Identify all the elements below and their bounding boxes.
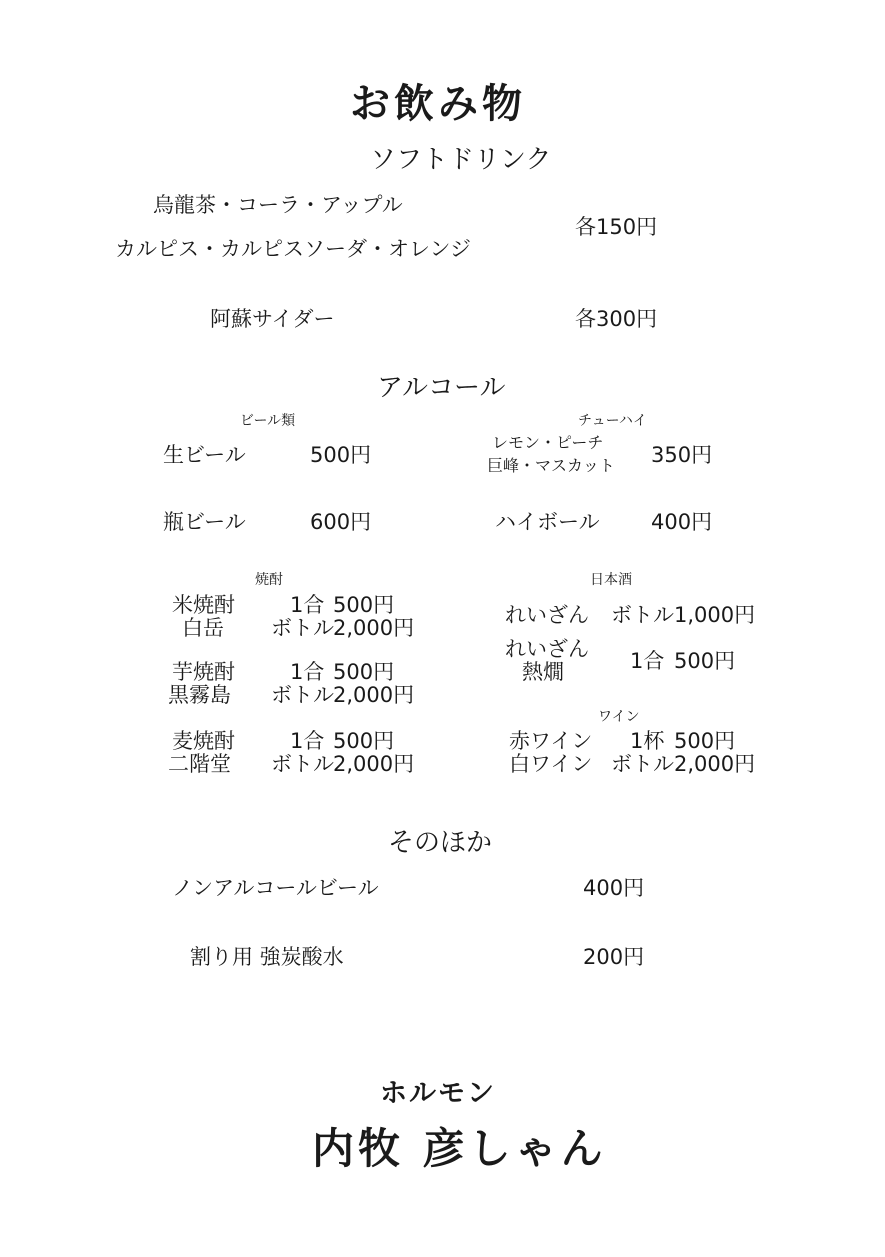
sake-item-2-size: 1合 (630, 649, 665, 673)
draft-beer-price: 500円 (310, 443, 372, 467)
shochu-row-3-name-1: 麦焼酎 (172, 729, 235, 753)
shochu-row-3-name-2: 二階堂 (168, 752, 231, 776)
wine-size-2: ボトル (611, 752, 674, 776)
sake-item-2-line-2: 熱燗 (522, 660, 564, 684)
shop-subtitle: ホルモン (380, 1078, 496, 1109)
non-alcohol-beer: ノンアルコールビール (172, 876, 379, 900)
alcohol-heading: アルコール (377, 373, 506, 403)
shochu-row-2-name-2: 黒霧島 (168, 683, 231, 707)
shochu-row-1-name-1: 米焼酎 (172, 593, 235, 617)
sake-item-1: れいざん (505, 603, 589, 627)
shop-name: 内牧 彦しゃん (312, 1124, 607, 1173)
chuhai-price: 350円 (651, 443, 713, 467)
shochu-row-1-size-2: ボトル (271, 616, 334, 640)
highball: ハイボール (495, 510, 600, 534)
shochu-row-2-name-1: 芋焼酎 (172, 660, 235, 684)
soft-drink-price: 各150円 (575, 215, 658, 239)
chuhai-flavors-1: レモン・ピーチ (492, 433, 604, 452)
red-wine: 赤ワイン (509, 729, 593, 753)
shochu-row-1-price-1: 500円 (333, 593, 395, 617)
non-alcohol-beer-price: 400円 (583, 876, 645, 900)
wine-price-2: 2,000円 (674, 752, 756, 776)
sake-item-1-price: 1,000円 (674, 603, 756, 627)
aso-cider-price: 各300円 (575, 307, 658, 331)
soft-drink-line-2: カルピス・カルピスソーダ・オレンジ (115, 237, 471, 261)
sake-item-2-price: 500円 (674, 649, 736, 673)
page-title: お飲み物 (350, 80, 526, 127)
shochu-row-2-size-2: ボトル (271, 683, 334, 707)
sake-label: 日本酒 (590, 572, 632, 588)
wine-label: ワイン (598, 709, 640, 725)
shochu-row-2-price-1: 500円 (333, 660, 395, 684)
chuhai-flavors-2: 巨峰・マスカット (487, 456, 615, 475)
bottle-beer: 瓶ビール (163, 510, 246, 534)
bottle-beer-price: 600円 (310, 510, 372, 534)
white-wine: 白ワイン (509, 752, 593, 776)
soda-water-price: 200円 (583, 945, 645, 969)
shochu-row-2-price-2: 2,000円 (333, 683, 415, 707)
shochu-row-3-price-2: 2,000円 (333, 752, 415, 776)
soft-drink-line-1: 烏龍茶・コーラ・アップル (153, 193, 403, 217)
shochu-row-3-price-1: 500円 (333, 729, 395, 753)
shochu-row-2-size-1: 1合 (290, 660, 325, 684)
shochu-row-1-name-2: 白岳 (182, 616, 224, 640)
draft-beer: 生ビール (163, 443, 246, 467)
chuhai-label: チューハイ (578, 413, 647, 429)
shochu-label: 焼酎 (255, 572, 283, 588)
shochu-row-1-size-1: 1合 (290, 593, 325, 617)
aso-cider: 阿蘇サイダー (210, 307, 335, 331)
wine-price-1: 500円 (674, 729, 736, 753)
shochu-row-1-price-2: 2,000円 (333, 616, 415, 640)
wine-size-1: 1杯 (630, 729, 665, 753)
sake-item-1-size: ボトル (611, 603, 674, 627)
highball-price: 400円 (651, 510, 713, 534)
beer-label: ビール類 (240, 413, 296, 429)
shochu-row-3-size-2: ボトル (271, 752, 334, 776)
other-heading: そのほか (388, 828, 493, 858)
soft-drink-heading: ソフトドリンク (370, 145, 552, 175)
sake-item-2-line-1: れいざん (505, 637, 589, 661)
shochu-row-3-size-1: 1合 (290, 729, 325, 753)
soda-water: 割り用 強炭酸水 (190, 945, 344, 969)
